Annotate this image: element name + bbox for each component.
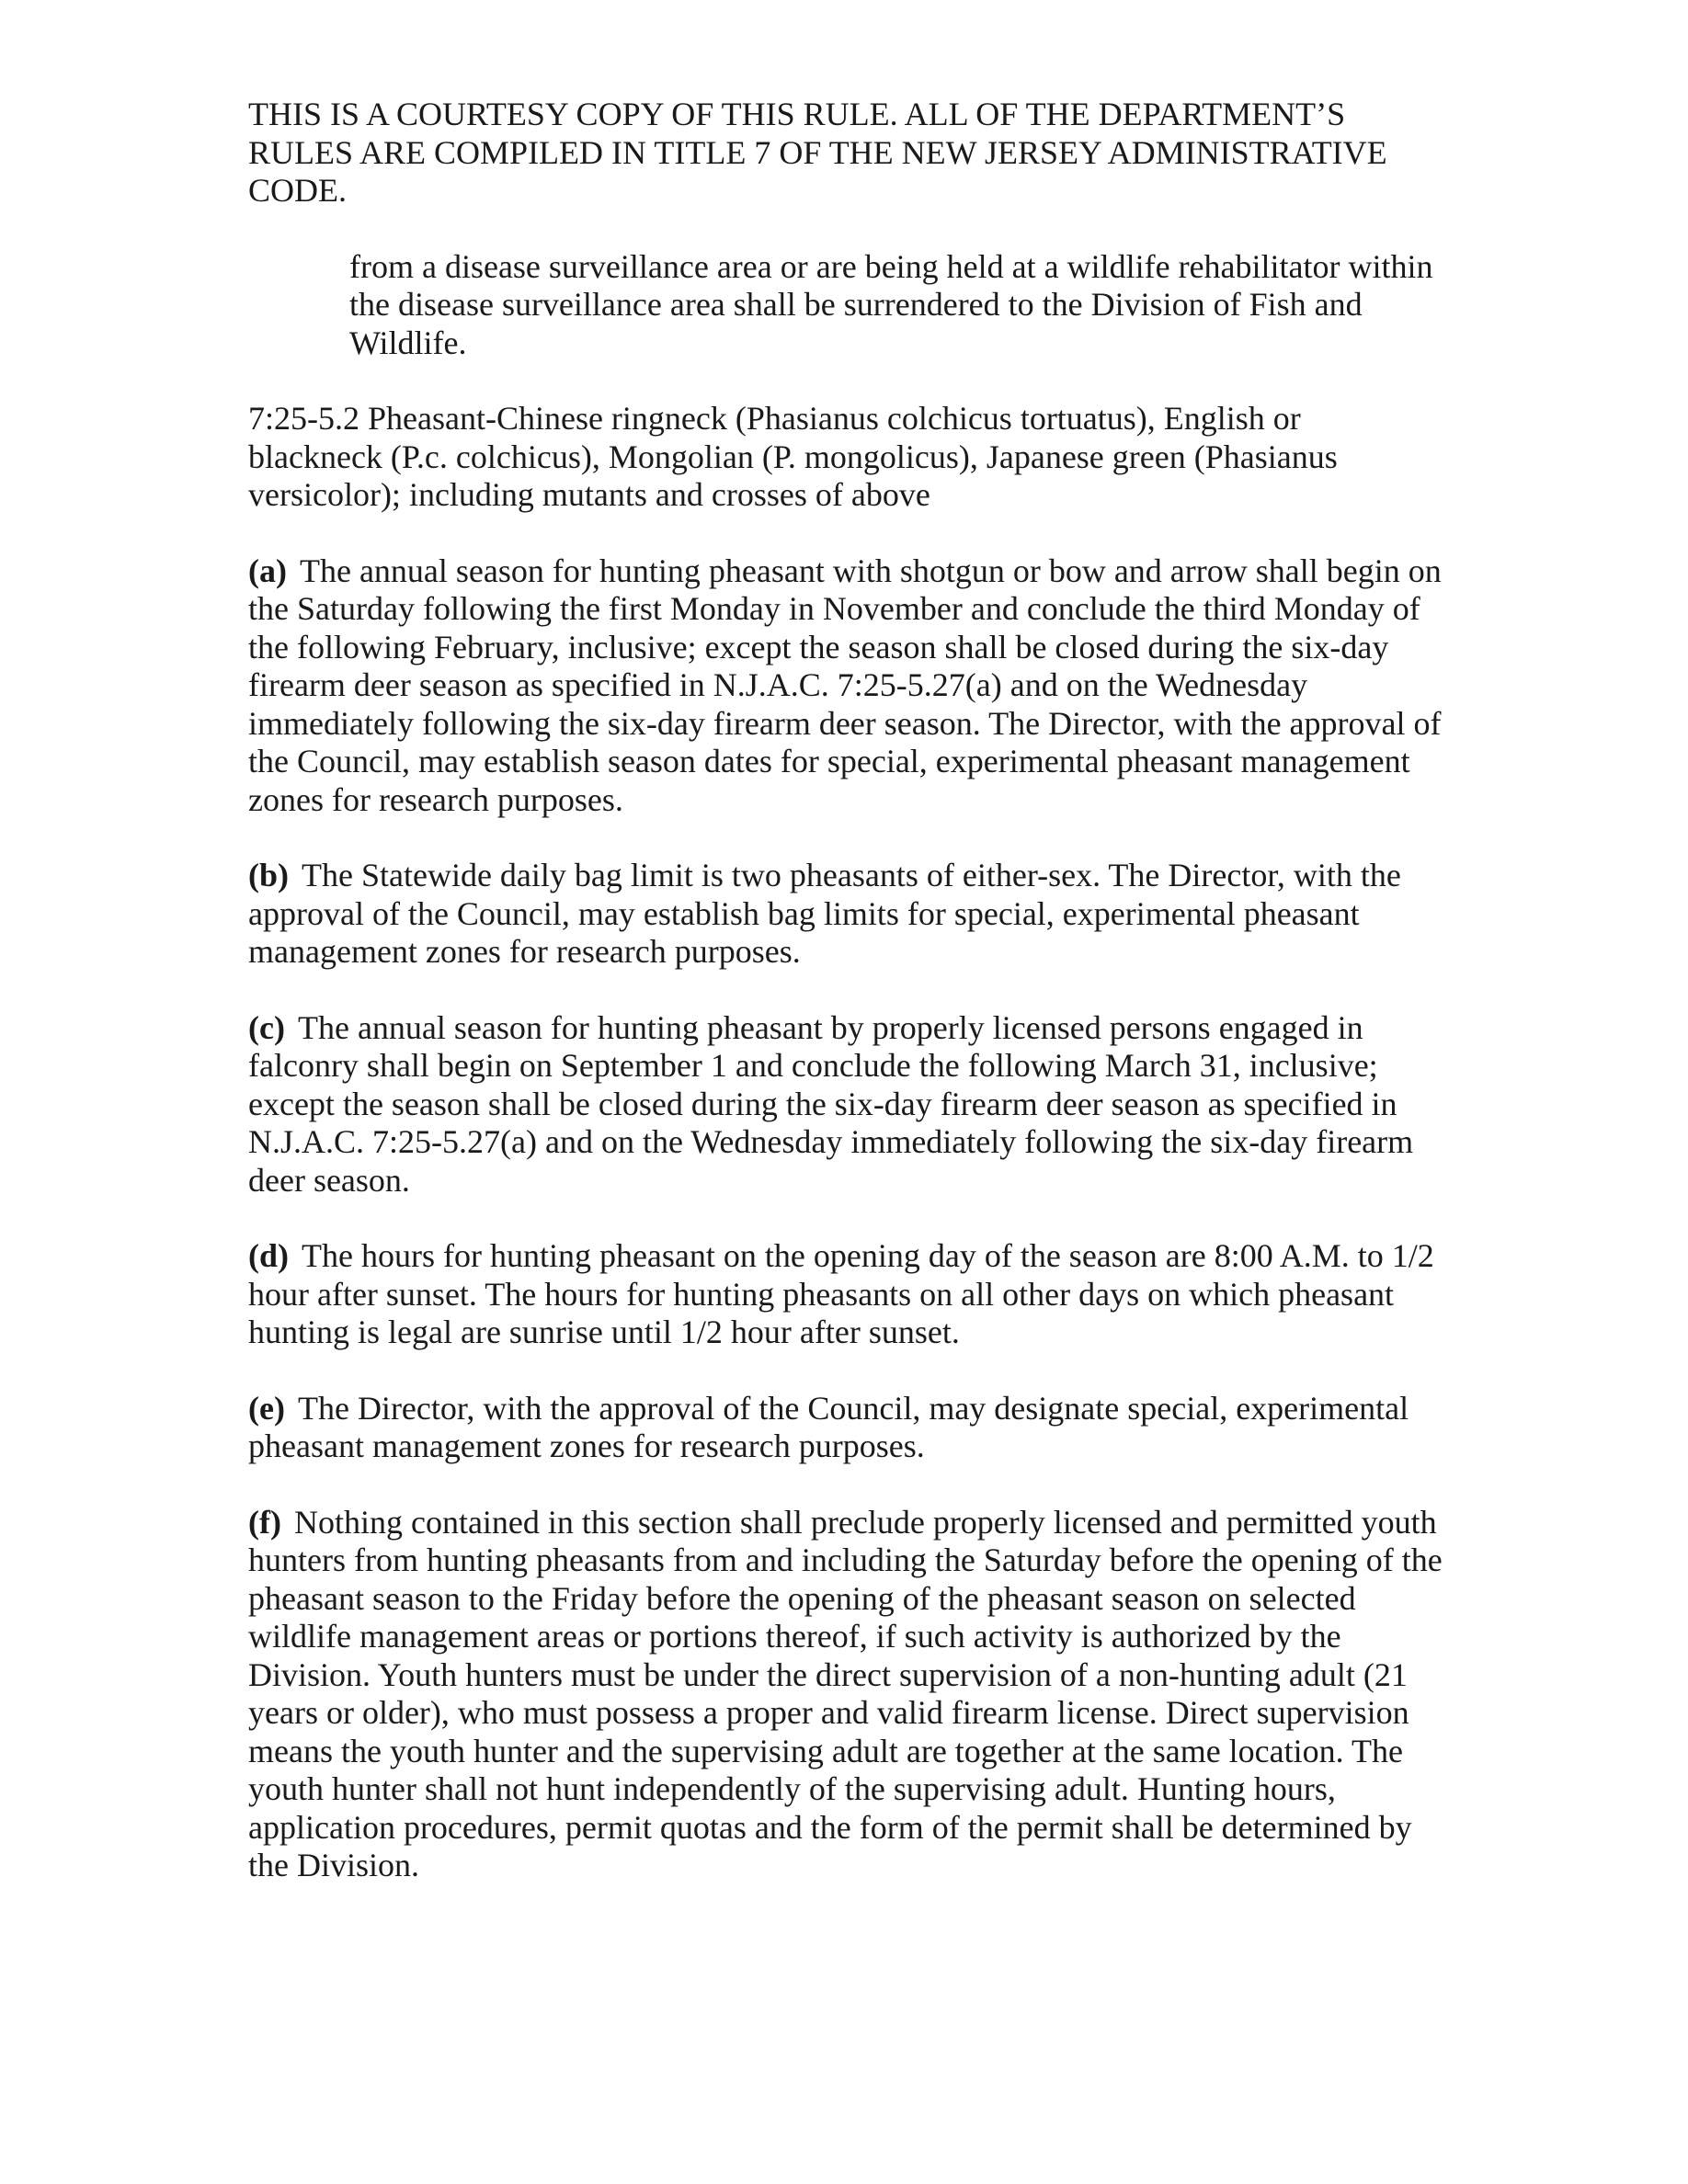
paragraph-text: The annual season for hunting pheasant with shotgun or bow and arrow shall begin on the Saturday following the first Monday in November and conclude the third Monday of the following February, inclusive; except the season shall be closed during the six-day firearm deer season as specified in N.J.A.C. 7:25-5.27(a) and on the Wednesday immediately following the six-day firearm deer season. The Director, with the approval of the Council, may establish season dates for special, experimental pheasant management zones for research purposes.	[248, 552, 1442, 818]
paragraph-text: The Statewide daily bag limit is two pheasants of either-sex. The Director, with the approval of the Council, may establish bag limits for special, experimental pheasant management zones for research purposes.	[248, 857, 1401, 970]
document-page	[248, 96, 1443, 1923]
courtesy-copy-notice: THIS IS A COURTESY COPY OF THIS RULE. ALL OF THE DEPARTMENT’S RULES ARE COMPILED IN TITLE 7 OF THE NEW JERSEY ADMINISTRATIVE CODE.	[248, 96, 1387, 209]
paragraph-text: The annual season for hunting pheasant by properly licensed persons engaged in falconry shall begin on September 1 and conclude the following March 31, inclusive; except the season shall be closed during the six-day firearm deer season as specified in N.J.A.C. 7:25-5.27(a) and on the Wednesday immediately following the six-day firearm deer season.	[248, 1008, 1414, 1199]
paragraph-label: (a)	[248, 552, 287, 589]
paragraph-label: (e)	[248, 1389, 285, 1427]
paragraph-text: The Director, with the approval of the Council, may designate special, experimental pheasant management zones for research purposes.	[248, 1389, 1409, 1464]
paragraph-label: (b)	[248, 857, 289, 893]
paragraph-b	[248, 857, 1443, 972]
paragraph-a	[248, 552, 1443, 820]
paragraph-text: Nothing contained in this section shall preclude properly licensed and permitted youth hunters from hunting pheasants from and including the Saturday before the opening of the pheasant season to the Friday before the opening of the pheasant season on selected wildlife management areas or portions thereof, if such activity is authorized by the Division. Youth hunters must be under the direct supervision of a non-hunting adult (21 years or older), who must possess a proper and valid firearm license. Direct supervision means the youth hunter and the supervising adult are together at the same location. The youth hunter shall not hunt independently of the supervising adult. Hunting hours, application procedures, permit quotas and the form of the permit shall be determined by the Division.	[248, 1503, 1443, 1883]
paragraph-label: (f)	[248, 1503, 281, 1541]
paragraph-d	[248, 1237, 1443, 1352]
paragraph-e	[248, 1390, 1443, 1466]
paragraph-c	[248, 1009, 1443, 1200]
paragraph-f	[248, 1504, 1443, 1885]
paragraph-label: (d)	[248, 1237, 289, 1274]
paragraph-label: (c)	[248, 1008, 285, 1046]
section-heading: 7:25-5.2 Pheasant-Chinese ringneck (Phasianus colchicus tortuatus), English or blackneck (P.c. colchicus), Mongolian (P. mongolicus), Japanese green (Phasianus versicolor); including mutants and crosses of above	[248, 400, 1338, 513]
continued-paragraph: from a disease surveillance area or are being held at a wildlife rehabilitator within the disease surveillance area shall be surrendered to the Division of Fish and Wildlife.	[349, 247, 1433, 361]
paragraph-text: The hours for hunting pheasant on the opening day of the season are 8:00 A.M. to 1/2 hour after sunset. The hours for hunting pheasants on all other days on which pheasant hunting is legal are sunrise until 1/2 hour after sunset.	[248, 1237, 1434, 1350]
